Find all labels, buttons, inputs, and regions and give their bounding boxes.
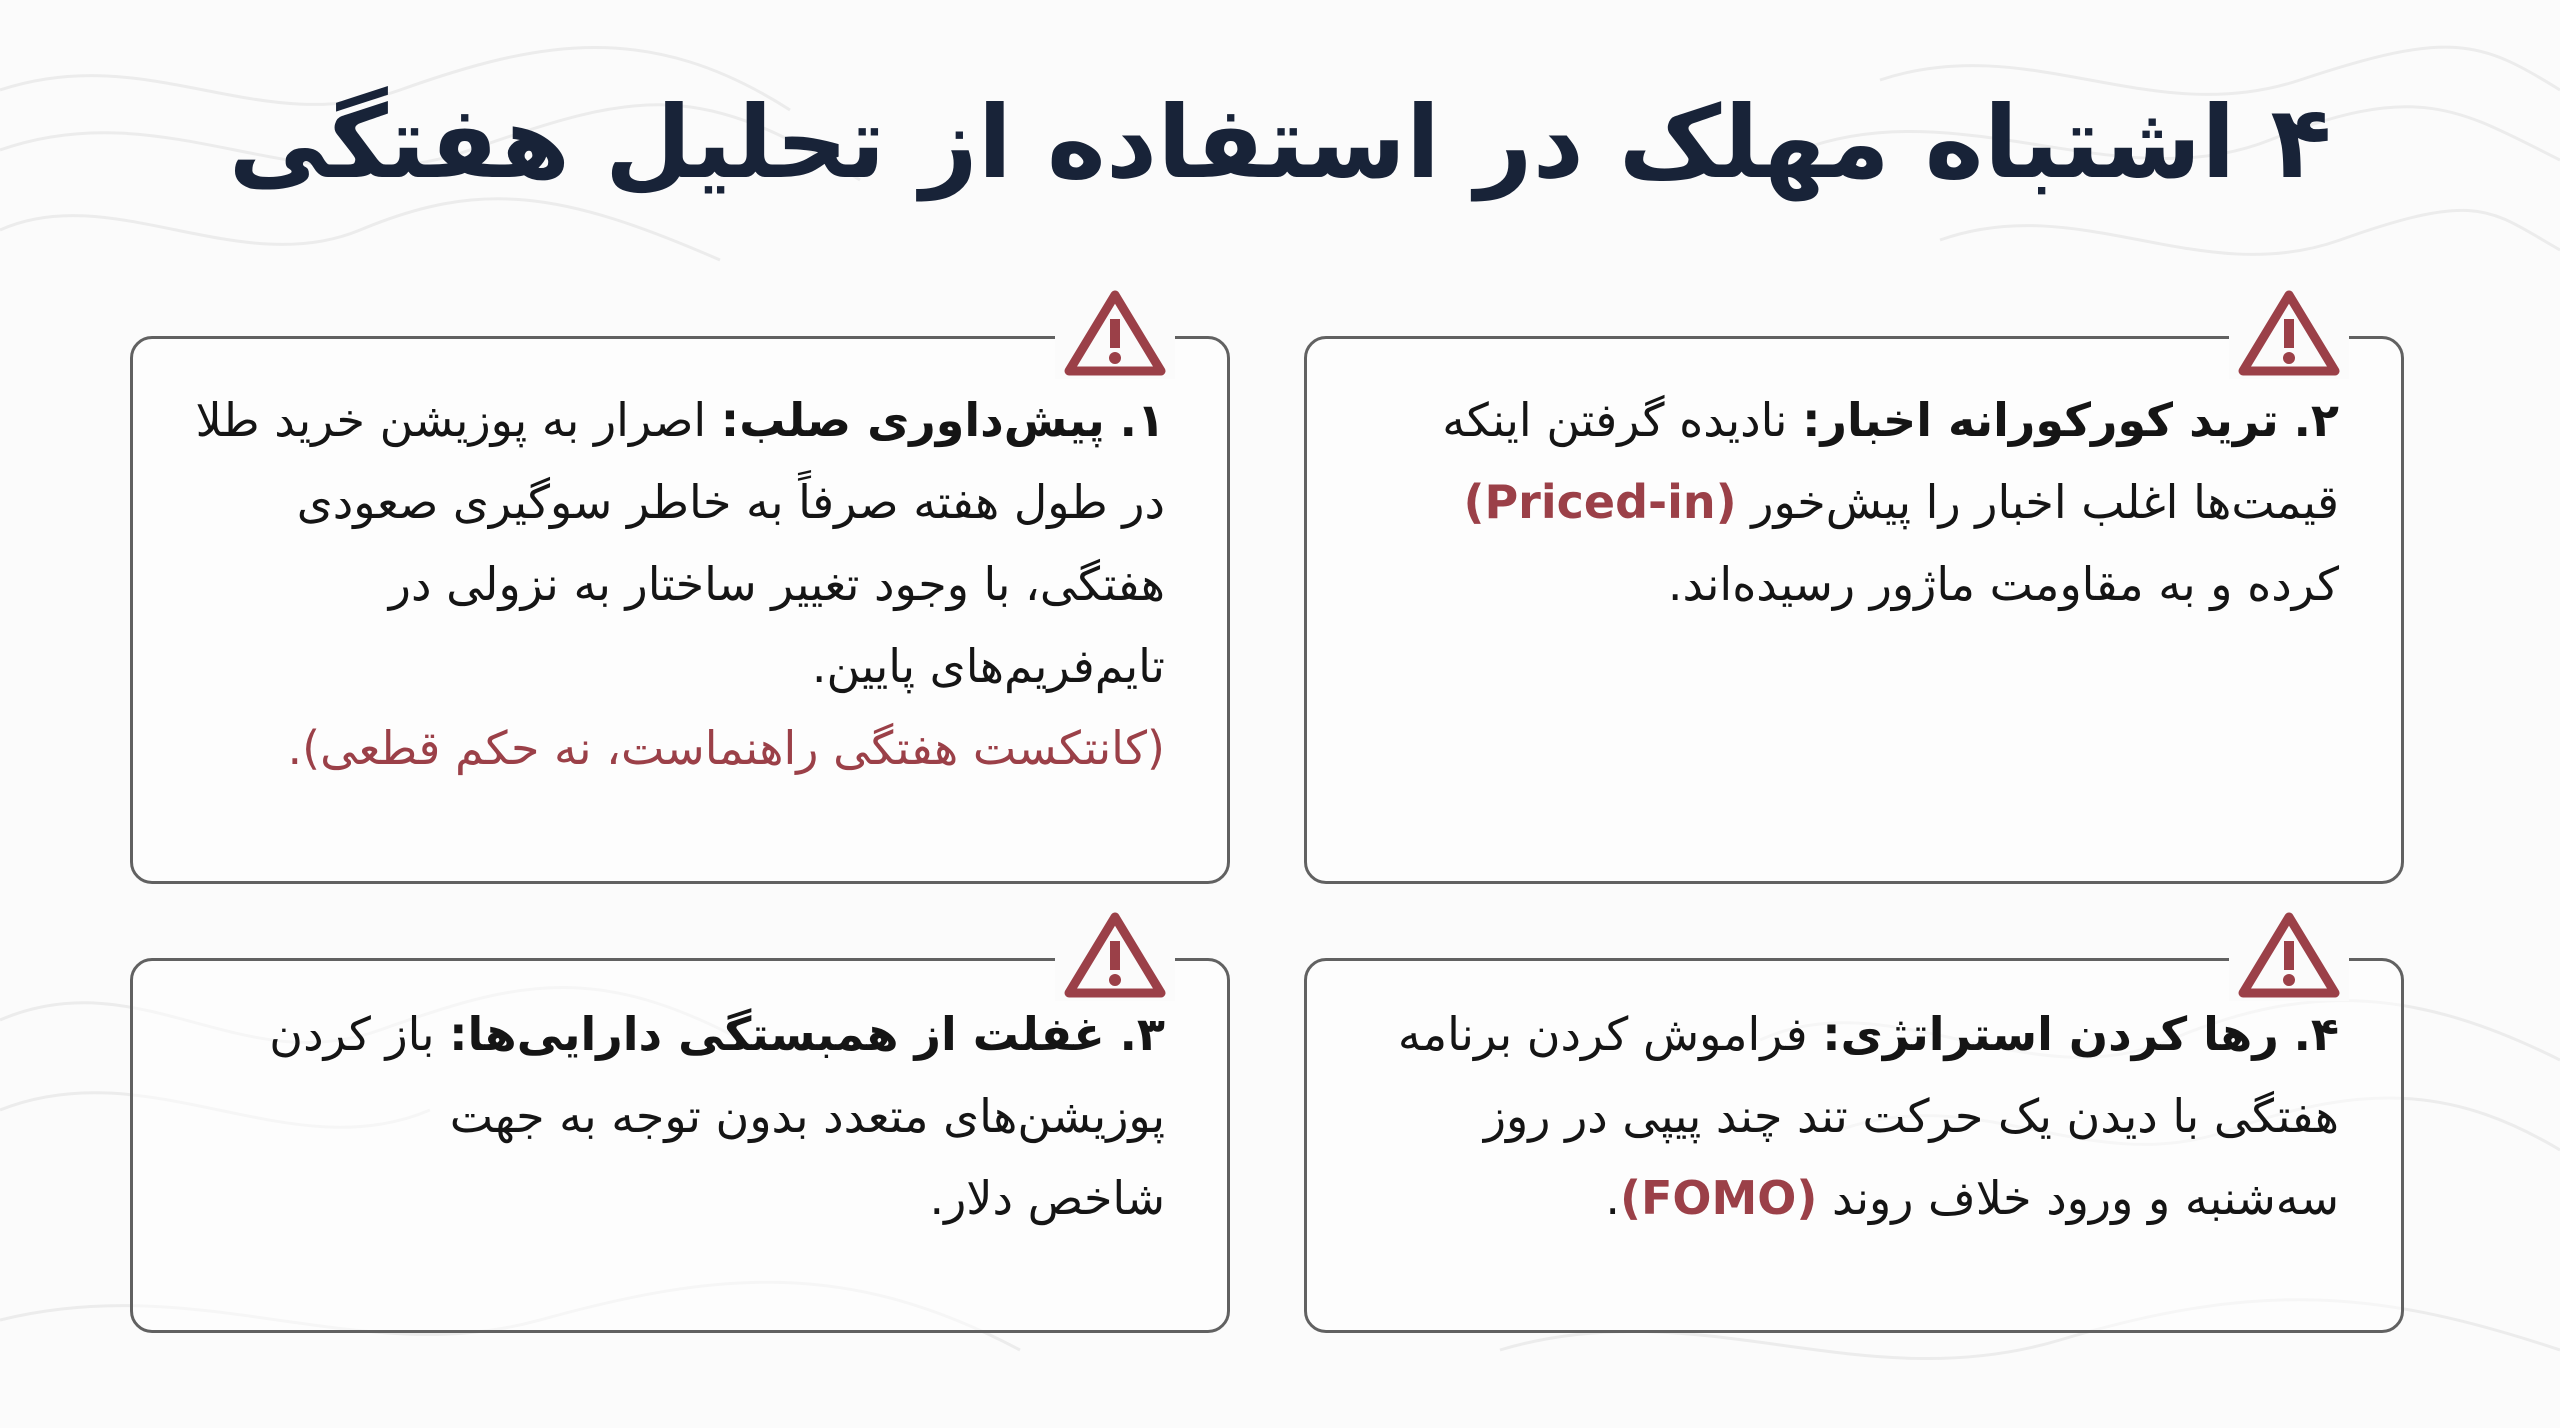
mistake-card-3-text: [165, 993, 1165, 1239]
mistake-number: ۲.: [2293, 393, 2339, 447]
mistake-card-2-line-1: [1339, 379, 2339, 461]
mistake-card-3-line-3: شاخص دلار.: [929, 1171, 1165, 1225]
mistake-body-text: سه‌شنبه و ورود خلاف روند: [1832, 1171, 2339, 1225]
mistake-number: ۴.: [2293, 1007, 2339, 1061]
mistake-card-2: [1304, 336, 2404, 884]
mistake-card-3-line-1: [165, 993, 1165, 1075]
mistake-number: ۱.: [1119, 393, 1165, 447]
mistake-card-2-line-2: [1339, 461, 2339, 543]
mistake-heading: غفلت از همبستگی دارایی‌ها:: [449, 1007, 1105, 1061]
page-title: ۴ اشتباه مهلک در استفاده از تحلیل هفتگی: [228, 84, 2332, 201]
weekly-context-note: (کانتکست هفتگی راهنماست، نه حکم قطعی).: [287, 721, 1165, 775]
fomo-highlight: (FOMO): [1619, 1171, 1818, 1225]
mistake-card-1-line-2: در طول هفته صرفاً به خاطر سوگیری صعودی: [296, 475, 1165, 529]
mistake-card-4-line-1: [1339, 993, 2339, 1075]
mistake-card-1-text: [165, 379, 1165, 789]
priced-in-highlight: (Priced-in): [1463, 475, 1737, 529]
mistake-body-text: اصرار به پوزیشن خرید طلا: [195, 393, 707, 447]
mistake-card-1-line-4: تایم‌فریم‌های پایین.: [811, 639, 1165, 693]
mistake-card-2-text: [1339, 379, 2339, 625]
mistake-card-1-line-1: [165, 379, 1165, 461]
mistake-heading: ترید کورکورانه اخبار:: [1802, 393, 2279, 447]
mistake-heading: پیش‌داوری صلب:: [720, 393, 1105, 447]
mistake-card-3: [130, 958, 1230, 1333]
sentence-end: .: [1605, 1171, 1620, 1225]
mistake-card-4-line-2: هفتگی با دیدن یک حرکت تند چند پیپی در روز: [1483, 1089, 2339, 1143]
mistake-body-text: باز کردن: [269, 1007, 435, 1061]
warning-triangle-icon: [2229, 287, 2349, 379]
warning-triangle-icon: [1055, 287, 1175, 379]
mistake-heading: رها کردن استراتژی:: [1822, 1007, 2279, 1061]
mistake-card-4-line-3: [1339, 1157, 2339, 1239]
warning-triangle-icon: [1055, 909, 1175, 1001]
mistake-number: ۳.: [1119, 1007, 1165, 1061]
mistake-card-1: [130, 336, 1230, 884]
mistake-body-text: نادیده گرفتن اینکه: [1442, 393, 1788, 447]
mistake-body-text: فراموش کردن برنامه: [1397, 1007, 1808, 1061]
warning-triangle-icon: [2229, 909, 2349, 1001]
mistake-card-2-line-3: کرده و به مقاومت ماژور رسیده‌اند.: [1667, 557, 2339, 611]
mistake-card-1-line-3: هفتگی، با وجود تغییر ساختار به نزولی در: [388, 557, 1165, 611]
mistake-card-3-line-2: پوزیشن‌های متعدد بدون توجه به جهت: [449, 1089, 1165, 1143]
mistake-card-4-text: [1339, 993, 2339, 1239]
mistake-body-text: قیمت‌ها اغلب اخبار را پیش‌خور: [1751, 475, 2339, 529]
mistake-card-4: [1304, 958, 2404, 1333]
